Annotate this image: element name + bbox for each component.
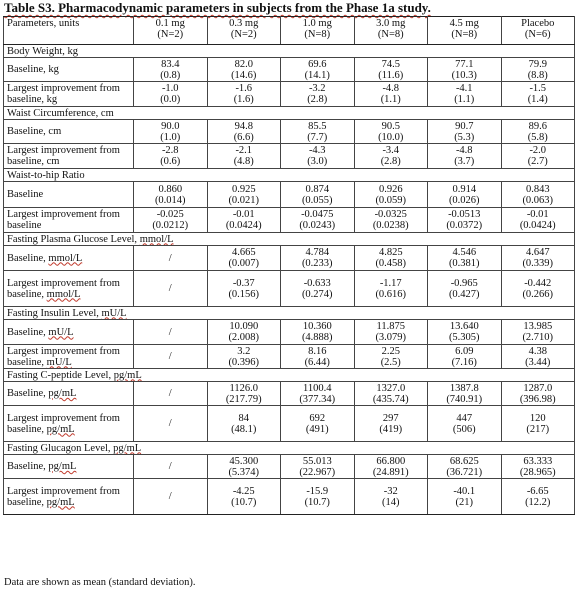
table-row [4, 406, 575, 442]
table-row [4, 246, 575, 271]
cell-sd: (0.458) [375, 258, 407, 269]
row-label: Largest improvement from baseline, mmol/L [4, 271, 134, 307]
cell-mean: 4.546 [452, 247, 477, 258]
cell-mean: 77.1 [455, 58, 474, 70]
cell-mean: 1287.0 [523, 382, 553, 394]
cell-sd: (5.305) [448, 332, 480, 343]
cell-mean: 11.875 [376, 321, 405, 332]
cell-sd: (506) [452, 423, 476, 435]
table-cell [354, 479, 428, 515]
cell-mean: -3.2 [308, 83, 326, 94]
cell-sd: (2.8) [380, 156, 401, 167]
table-cell [281, 406, 355, 442]
cell-mean: 79.9 [528, 58, 547, 70]
cell-sd: (0.156) [228, 288, 260, 300]
cell-sd: (0.381) [448, 258, 480, 269]
cell-mean: 3.2 [237, 345, 251, 357]
row-label: Largest improvement from baseline, pg/mL [4, 479, 134, 515]
cell-sd: (2.008) [228, 332, 260, 343]
cell-sd: (24.891) [372, 466, 409, 478]
cell-sd: (0.059) [375, 194, 407, 206]
section-header-row [4, 233, 575, 246]
table-row [4, 320, 575, 345]
section-title: Fasting C-peptide Level, pg/mL [4, 369, 575, 382]
table-cell [354, 382, 428, 406]
table-cell [428, 479, 502, 515]
table-cell [501, 82, 575, 107]
cell-sd: (6.44) [304, 356, 330, 368]
column-header-placebo: Placebo (N=6) [501, 17, 575, 45]
table-cell [428, 455, 502, 479]
table-row [4, 208, 575, 233]
cell-mean: -2.8 [161, 145, 179, 156]
table-cell [281, 320, 355, 345]
table-cell [428, 345, 502, 369]
cell-mean: -0.025 [156, 209, 184, 220]
column-header-0-1mg: 0.1 mg (N=2) [134, 17, 208, 45]
cell-sd: (0.0212) [152, 220, 189, 231]
cell-sd: (3.079) [375, 332, 407, 343]
cell-sd: (10.3) [451, 69, 477, 81]
cell-sd: (1.0) [160, 131, 181, 143]
cell-mean: -1.5 [529, 83, 547, 94]
cell-mean: 0.914 [452, 183, 477, 195]
table-row [4, 271, 575, 307]
table-cell [354, 320, 428, 345]
cell-mean: -0.01 [232, 209, 255, 220]
cell-sd: (6.6) [233, 131, 254, 143]
cell-sd: (14) [382, 496, 400, 508]
cell-sd: (2.710) [522, 332, 554, 343]
header-row [4, 17, 575, 45]
table-cell [501, 271, 575, 307]
cell-sd: (5.374) [228, 466, 260, 478]
cell-mean: / [168, 418, 172, 429]
cell-mean: 66.800 [376, 455, 406, 467]
cell-sd: (3.44) [525, 356, 551, 368]
cell-sd: (377.34) [299, 393, 336, 405]
table-cell [501, 208, 575, 233]
cell-mean: -3.4 [382, 145, 400, 156]
table-cell [428, 382, 502, 406]
cell-mean: 0.926 [378, 183, 403, 195]
table-cell [134, 144, 208, 169]
cell-mean: -2.1 [235, 145, 253, 156]
table-cell [501, 246, 575, 271]
cell-mean: -0.442 [524, 277, 552, 289]
cell-mean: -40.1 [453, 485, 476, 497]
table-cell [428, 82, 502, 107]
cell-mean: 4.825 [378, 247, 403, 258]
cell-mean: 1387.8 [449, 382, 479, 394]
section-title: Waist-to-hip Ratio [4, 169, 575, 182]
section-header-row [4, 169, 575, 182]
cell-mean: / [168, 351, 172, 362]
cell-mean: -1.0 [161, 83, 179, 94]
cell-sd: (14.6) [231, 69, 257, 81]
cell-mean: 692 [309, 412, 326, 424]
table-cell [354, 208, 428, 233]
cell-sd: (0.396) [228, 356, 260, 368]
table-cell [501, 144, 575, 169]
table-row [4, 479, 575, 515]
cell-sd: (0.0243) [299, 220, 336, 231]
cell-sd: (0.0424) [225, 220, 262, 231]
cell-mean: 94.8 [234, 120, 253, 132]
cell-sd: (0.8) [160, 69, 181, 81]
cell-mean: 85.5 [308, 120, 327, 132]
row-label: Largest improvement from baseline [4, 208, 134, 233]
cell-sd: (1.6) [233, 94, 254, 105]
table-cell [428, 320, 502, 345]
table-cell [134, 271, 208, 307]
cell-sd: (396.98) [519, 393, 556, 405]
cell-mean: -0.633 [303, 277, 331, 289]
cell-sd: (12.2) [525, 496, 551, 508]
table-cell [501, 345, 575, 369]
table-cell [134, 455, 208, 479]
table-cell [281, 208, 355, 233]
cell-sd: (0.233) [301, 258, 333, 269]
table-cell [281, 120, 355, 144]
table-title: Table S3. Pharmacodynamic parameters in subjects from the Phase 1a study. [4, 0, 431, 15]
table-cell [207, 479, 281, 515]
cell-sd: (491) [305, 423, 329, 435]
row-label: Baseline, pg/mL [4, 455, 134, 479]
table-cell [281, 271, 355, 307]
cell-mean: 13.640 [449, 321, 479, 332]
cell-sd: (5.3) [454, 131, 475, 143]
cell-mean: 13.985 [523, 321, 553, 332]
cell-sd: (0.026) [448, 194, 480, 206]
table-cell [134, 406, 208, 442]
row-label: Baseline, pg/mL [4, 382, 134, 406]
cell-sd: (14.1) [304, 69, 330, 81]
table-cell [501, 479, 575, 515]
table-cell [428, 246, 502, 271]
table-cell [134, 345, 208, 369]
row-label: Largest improvement from baseline, mU/L [4, 345, 134, 369]
table-cell [207, 345, 281, 369]
cell-mean: 45.300 [229, 455, 259, 467]
cell-sd: (21) [455, 496, 473, 508]
cell-sd: (0.021) [228, 194, 260, 206]
cell-sd: (217.79) [225, 393, 262, 405]
section-header-row [4, 442, 575, 455]
table-cell [134, 58, 208, 82]
cell-mean: 1327.0 [376, 382, 406, 394]
cell-sd: (0.0238) [372, 220, 409, 231]
row-label: Baseline [4, 182, 134, 208]
row-label: Baseline, kg [4, 58, 134, 82]
cell-sd: (1.1) [454, 94, 475, 105]
cell-mean: 6.09 [455, 345, 474, 357]
row-label: Baseline, mmol/L [4, 246, 134, 271]
cell-sd: (48.1) [231, 423, 257, 435]
table-cell [428, 406, 502, 442]
cell-sd: (36.721) [446, 466, 483, 478]
table-cell [134, 479, 208, 515]
table-cell [354, 82, 428, 107]
table-cell [428, 182, 502, 208]
table-cell [428, 58, 502, 82]
table-cell [207, 320, 281, 345]
cell-sd: (0.339) [522, 258, 554, 269]
row-label: Largest improvement from baseline, cm [4, 144, 134, 169]
cell-mean: 4.647 [525, 247, 550, 258]
cell-mean: / [168, 491, 172, 502]
cell-mean: 1126.0 [229, 382, 258, 394]
table-cell [207, 455, 281, 479]
cell-sd: (22.967) [299, 466, 336, 478]
cell-sd: (5.8) [527, 131, 548, 143]
table-cell [281, 82, 355, 107]
cell-sd: (7.16) [451, 356, 477, 368]
table-cell [354, 271, 428, 307]
cell-sd: (217) [526, 423, 550, 435]
cell-mean: 10.360 [302, 321, 332, 332]
cell-sd: (4.8) [233, 156, 254, 167]
table-row [4, 455, 575, 479]
cell-mean: 2.25 [381, 345, 400, 357]
cell-mean: -4.1 [455, 83, 473, 94]
cell-sd: (435.74) [372, 393, 409, 405]
cell-sd: (11.6) [378, 69, 404, 81]
cell-mean: 90.7 [455, 120, 474, 132]
section-title: Body Weight, kg [4, 45, 575, 58]
table-row [4, 82, 575, 107]
cell-mean: -0.0325 [374, 209, 407, 220]
cell-mean: -0.965 [450, 277, 478, 289]
column-header-0-3mg: 0.3 mg (N=2) [207, 17, 281, 45]
cell-mean: 0.925 [231, 183, 256, 195]
cell-mean: 69.6 [308, 58, 327, 70]
cell-sd: (0.055) [301, 194, 333, 206]
row-label: Largest improvement from baseline, pg/mL [4, 406, 134, 442]
table-cell [354, 182, 428, 208]
section-title: Fasting Plasma Glucose Level, mmol/L [4, 233, 575, 246]
table-cell [354, 58, 428, 82]
cell-sd: (10.7) [304, 496, 330, 508]
cell-sd: (7.7) [307, 131, 328, 143]
cell-mean: -0.37 [232, 277, 255, 289]
table-cell [501, 58, 575, 82]
cell-mean: / [168, 326, 172, 338]
section-title: Fasting Glucagon Level, pg/mL [4, 442, 575, 455]
cell-sd: (4.888) [301, 332, 333, 343]
cell-sd: (1.4) [527, 94, 548, 105]
cell-sd: (8.8) [527, 69, 548, 81]
cell-sd: (3.0) [307, 156, 328, 167]
cell-mean: 1100.4 [303, 382, 332, 394]
cell-mean: 83.4 [161, 58, 180, 70]
table-cell [207, 182, 281, 208]
table-cell [207, 406, 281, 442]
cell-sd: (740.91) [446, 393, 483, 405]
cell-sd: (0.014) [154, 194, 186, 206]
cell-sd: (0.427) [448, 288, 480, 300]
cell-sd: (2.8) [307, 94, 328, 105]
cell-mean: -0.0475 [301, 209, 334, 220]
table-cell [134, 320, 208, 345]
column-header-1-0mg: 1.0 mg (N=8) [281, 17, 355, 45]
table-cell [354, 455, 428, 479]
table-cell [134, 82, 208, 107]
table-cell [501, 182, 575, 208]
cell-mean: -4.8 [382, 83, 400, 94]
cell-mean: -4.3 [308, 145, 326, 156]
table-row [4, 345, 575, 369]
section-header-row [4, 369, 575, 382]
section-title: Fasting Insulin Level, mU/L [4, 307, 575, 320]
table-cell [281, 58, 355, 82]
cell-mean: 4.665 [231, 247, 256, 258]
row-label: Baseline, mU/L [4, 320, 134, 345]
table-cell [428, 271, 502, 307]
cell-sd: (2.7) [527, 156, 548, 167]
table-cell [428, 144, 502, 169]
cell-mean: 0.874 [305, 183, 330, 195]
table-cell [207, 382, 281, 406]
cell-mean: 4.784 [305, 247, 330, 258]
cell-sd: (419) [379, 423, 403, 435]
table-cell [281, 479, 355, 515]
cell-sd: (0.007) [228, 258, 260, 269]
column-header-3-0mg: 3.0 mg (N=8) [354, 17, 428, 45]
table-cell [501, 455, 575, 479]
table-row [4, 58, 575, 82]
pharmacodynamic-table [3, 16, 575, 515]
cell-mean: 90.5 [381, 120, 400, 132]
cell-mean: 297 [382, 412, 399, 424]
cell-mean: 120 [529, 412, 546, 424]
table-cell [501, 382, 575, 406]
cell-mean: 84 [238, 412, 249, 424]
column-header-4-5mg: 4.5 mg (N=8) [428, 17, 502, 45]
cell-mean: 8.16 [308, 345, 327, 357]
section-header-row [4, 107, 575, 120]
column-header-parameters: Parameters, units [4, 17, 134, 45]
cell-mean: 10.090 [229, 321, 259, 332]
cell-sd: (0.6) [160, 156, 181, 167]
cell-sd: (0.0) [160, 94, 181, 105]
table-cell [354, 144, 428, 169]
table-cell [354, 406, 428, 442]
table-cell [134, 208, 208, 233]
table-cell [501, 120, 575, 144]
cell-mean: 82.0 [234, 58, 253, 70]
cell-mean: 0.843 [525, 183, 550, 195]
table-cell [134, 182, 208, 208]
table-cell [207, 120, 281, 144]
table-row [4, 120, 575, 144]
cell-mean: 0.860 [158, 183, 183, 195]
table-cell [354, 120, 428, 144]
table-cell [281, 345, 355, 369]
table-cell [281, 182, 355, 208]
table-cell [501, 320, 575, 345]
table-cell [428, 120, 502, 144]
cell-mean: -6.65 [526, 485, 549, 497]
cell-sd: (0.0372) [446, 220, 483, 231]
cell-mean: 447 [456, 412, 473, 424]
table-cell [501, 406, 575, 442]
table-row [4, 144, 575, 169]
cell-sd: (2.5) [380, 356, 401, 368]
cell-mean: 90.0 [161, 120, 180, 132]
table-row [4, 382, 575, 406]
section-title: Waist Circumference, cm [4, 107, 575, 120]
row-label: Largest improvement from baseline, kg [4, 82, 134, 107]
cell-mean: 68.625 [449, 455, 479, 467]
table-cell [134, 120, 208, 144]
cell-sd: (0.266) [522, 288, 554, 300]
table-cell [207, 82, 281, 107]
cell-mean: 74.5 [381, 58, 400, 70]
cell-mean: 4.38 [528, 345, 547, 357]
cell-sd: (10.7) [231, 496, 257, 508]
table-cell [281, 144, 355, 169]
cell-sd: (3.7) [454, 156, 475, 167]
cell-sd: (28.965) [519, 466, 556, 478]
cell-mean: 55.013 [302, 455, 332, 467]
cell-mean: 63.333 [523, 455, 553, 467]
cell-mean: -4.8 [455, 145, 473, 156]
table-footnote: Data are shown as mean (standard deviation). [4, 577, 196, 588]
cell-mean: -4.25 [232, 485, 255, 497]
section-header-row [4, 307, 575, 320]
table-cell [207, 246, 281, 271]
table-cell [207, 58, 281, 82]
cell-mean: / [168, 461, 172, 472]
row-label: Baseline, cm [4, 120, 134, 144]
table-cell [428, 208, 502, 233]
table-cell [281, 455, 355, 479]
section-header-row [4, 45, 575, 58]
table-row [4, 182, 575, 208]
table-cell [207, 271, 281, 307]
table-cell [134, 246, 208, 271]
table-cell [281, 246, 355, 271]
cell-mean: 89.6 [528, 120, 547, 132]
cell-sd: (0.063) [522, 194, 554, 206]
cell-mean: -2.0 [529, 145, 547, 156]
cell-mean: -1.17 [379, 277, 402, 289]
cell-sd: (10.0) [378, 131, 404, 143]
cell-sd: (1.1) [380, 94, 401, 105]
table-cell [207, 144, 281, 169]
cell-mean: -15.9 [306, 485, 329, 497]
cell-mean: -32 [383, 485, 398, 497]
cell-mean: / [168, 283, 172, 294]
cell-sd: (0.274) [301, 288, 333, 300]
table-cell [354, 246, 428, 271]
cell-mean: -0.0513 [448, 209, 481, 220]
table-cell [207, 208, 281, 233]
cell-mean: -1.6 [235, 83, 253, 94]
cell-mean: / [168, 252, 172, 264]
table-cell [354, 345, 428, 369]
cell-mean: / [168, 388, 172, 399]
cell-mean: -0.01 [526, 209, 549, 220]
cell-sd: (0.616) [375, 288, 407, 300]
table-cell [134, 382, 208, 406]
cell-sd: (0.0424) [519, 220, 556, 231]
table-cell [281, 382, 355, 406]
